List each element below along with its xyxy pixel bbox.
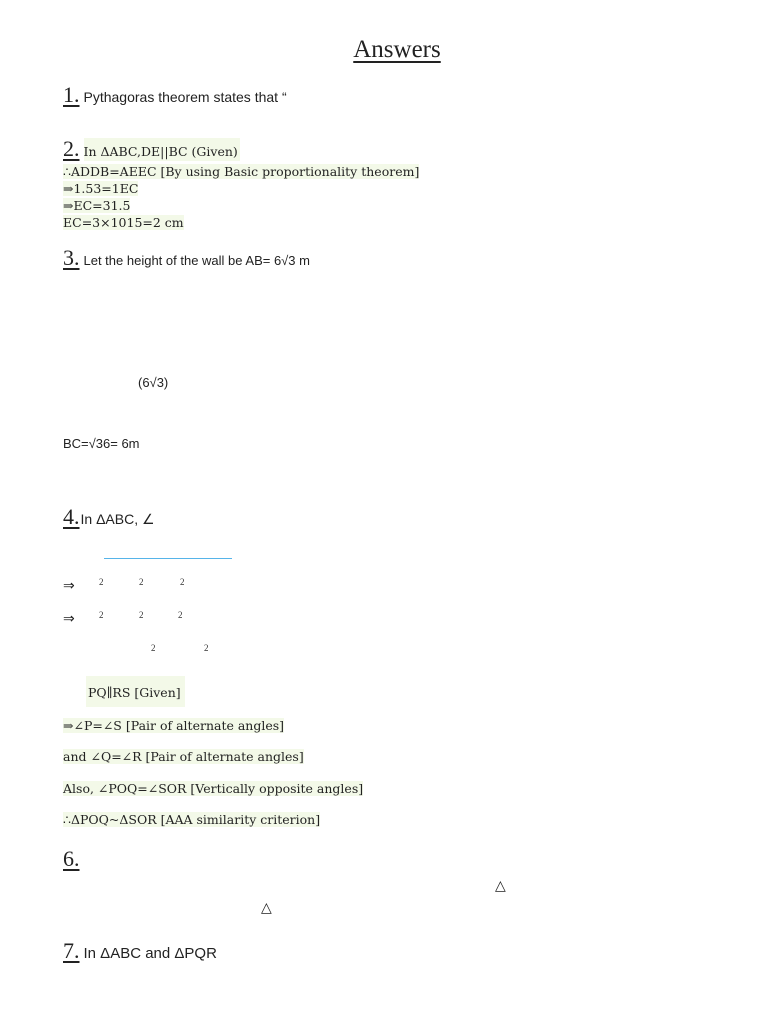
question-text: In ΔABC,DE||BC (Given) <box>84 138 240 161</box>
superscript: 2 <box>151 643 156 653</box>
page-title: Answers <box>353 36 441 63</box>
superscript: 2 <box>139 610 144 620</box>
triangle-icon: △ <box>495 877 506 893</box>
question-3 <box>63 245 310 271</box>
superscript: 2 <box>139 577 144 587</box>
superscript: 2 <box>204 643 209 653</box>
question-7 <box>63 938 217 964</box>
fraction-line <box>104 558 232 559</box>
question-number: 1. <box>63 82 80 107</box>
answer-3-result: BC=√36= 6m <box>63 436 140 451</box>
answer-5-line: ∴ΔPOQ~ΔSOR [AAA similarity criterion] <box>63 812 321 827</box>
answer-2-line: ∴ADDB=AEEC [By using Basic proportionality theorem] <box>63 164 420 179</box>
question-text: In ΔABC, ∠ <box>80 511 155 527</box>
question-number: 6. <box>63 846 80 871</box>
answer-2-line: EC=3×1015=2 cm <box>63 215 184 230</box>
answer-5-line: ⇒∠P=∠S [Pair of alternate angles] <box>63 718 285 733</box>
question-text: In ΔABC and ΔPQR <box>83 945 217 962</box>
question-number: 2. <box>63 136 80 161</box>
expression-6-root-3: (6√3) <box>138 375 169 390</box>
question-number: 4. <box>63 504 80 529</box>
superscript: 2 <box>178 610 183 620</box>
answer-2-line: ⇒1.53=1EC <box>63 181 139 196</box>
question-number: 7. <box>63 938 80 963</box>
question-2 <box>63 136 240 162</box>
question-1 <box>63 82 287 108</box>
implies-arrow: ⇒ <box>63 610 75 626</box>
question-4 <box>63 504 155 530</box>
implies-arrow: ⇒ <box>63 577 75 593</box>
answer-5-line: Also, ∠POQ=∠SOR [Vertically opposite angles] <box>63 781 364 796</box>
question-text: Pythagoras theorem states that “ <box>83 89 287 105</box>
superscript: 2 <box>180 577 185 587</box>
question-text: Let the height of the wall be AB= 6√3 m <box>83 253 310 268</box>
triangle-icon: △ <box>261 899 272 915</box>
question-number: 3. <box>63 245 80 270</box>
answer-5-given: PQ∥RS [Given] <box>86 676 185 707</box>
question-6 <box>63 846 84 872</box>
answer-5-line: and ∠Q=∠R [Pair of alternate angles] <box>63 749 304 764</box>
superscript: 2 <box>99 577 104 587</box>
answer-2-line: ⇒EC=31.5 <box>63 198 131 213</box>
superscript: 2 <box>99 610 104 620</box>
